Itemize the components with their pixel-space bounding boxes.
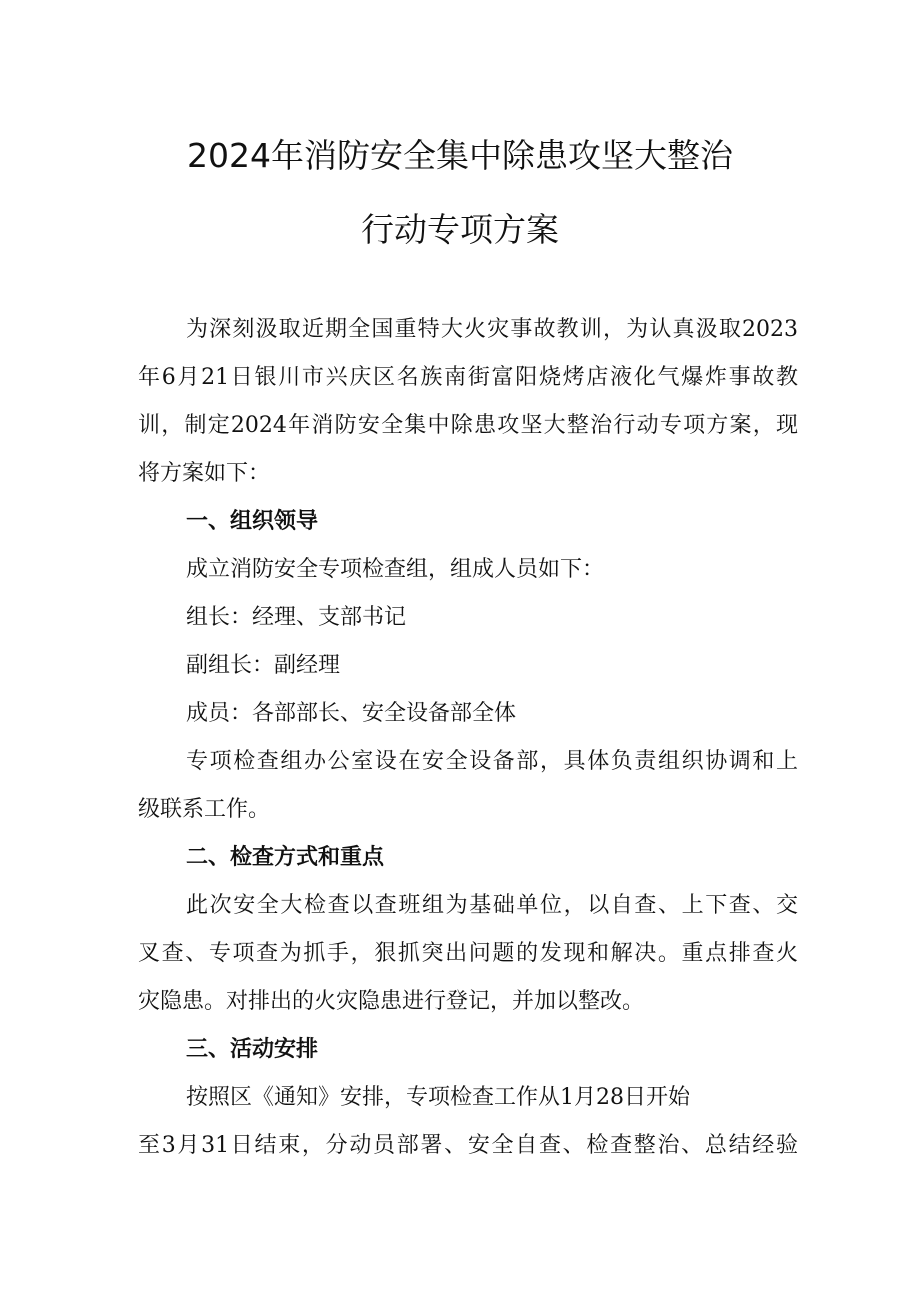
intro-line-4: 将方案如下： (138, 461, 271, 486)
section-1-heading: 一、组织领导 (186, 509, 319, 534)
section-1-line-3: 副组长：副经理 (186, 653, 341, 678)
section-3-heading: 三、活动安排 (186, 1037, 319, 1062)
section-2-heading: 二、检查方式和重点 (186, 845, 385, 870)
section-1-line-1: 成立消防安全专项检查组，组成人员如下： (186, 557, 605, 582)
intro-line-3: 训，制定2024年消防安全集中除患攻坚大整治行动专项方案，现 (138, 413, 798, 438)
section-1-line-4: 成员：各部部长、安全设备部全体 (186, 701, 517, 726)
section-3-line-2: 至3月31日结束，分动员部署、安全自查、检查整治、总结经验 (138, 1133, 798, 1158)
section-2-line-1: 此次安全大检查以查班组为基础单位，以自查、上下查、交 (186, 893, 798, 918)
section-1-office-line-2: 级联系工作。 (138, 797, 271, 822)
document-title-line-1: 2024年消防安全集中除患攻坚大整治 (187, 136, 733, 175)
intro-line-2: 年6月21日银川市兴庆区名族南街富阳烧烤店液化气爆炸事故教 (138, 365, 798, 390)
section-2-line-3: 灾隐患。对排出的火灾隐患进行登记，并加以整改。 (138, 989, 645, 1014)
section-1-office-line-1: 专项检查组办公室设在安全设备部，具体负责组织协调和上 (186, 749, 798, 774)
document-title-line-2: 行动专项方案 (361, 210, 559, 249)
section-1-line-2: 组长：经理、支部书记 (186, 605, 407, 630)
section-2-line-2: 叉查、专项查为抓手，狠抓突出问题的发现和解决。重点排查火 (138, 941, 798, 966)
intro-line-1: 为深刻汲取近期全国重特大火灾事故教训，为认真汲取2023 (186, 317, 798, 342)
section-3-line-1: 按照区《通知》安排，专项检查工作从1月28日开始 (186, 1085, 690, 1110)
